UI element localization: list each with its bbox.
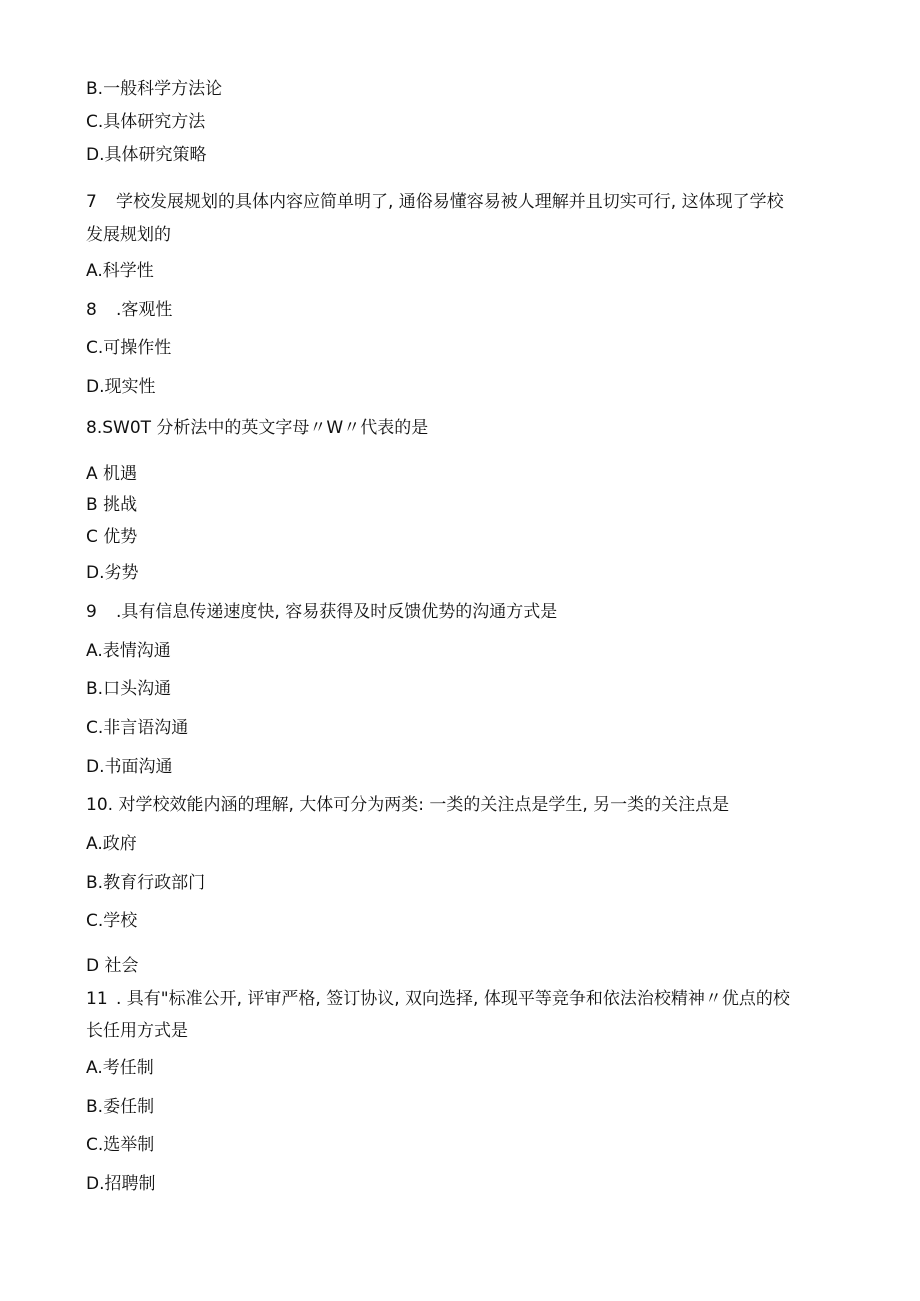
option-line: C.可操作性: [86, 338, 172, 358]
option-line: D 社会: [86, 956, 139, 976]
question-11: [86, 988, 790, 1010]
option-line: D.现实性: [86, 377, 156, 397]
option-line: C.选举制: [86, 1135, 155, 1155]
option-line: C.学校: [86, 911, 138, 931]
option-line: B.教育行政部门: [86, 873, 206, 893]
option-line: A.考任制: [86, 1058, 154, 1078]
question-7: [86, 191, 784, 213]
question-9: [86, 601, 557, 623]
option-line: D.招聘制: [86, 1174, 156, 1194]
option-line: B 挑战: [86, 495, 138, 515]
option-line: B.委任制: [86, 1097, 155, 1117]
question-text: .具有信息传递速度快, 容易获得及时反馈优势的沟通方式是: [116, 602, 558, 622]
option-line: B.一般科学方法论: [86, 79, 223, 99]
option-line: A.表情沟通: [86, 641, 171, 661]
option-line: D.劣势: [86, 563, 139, 583]
question-10: 10. 对学校效能内涵的理解, 大体可分为两类: 一类的关注点是学生, 另一类的关注点是: [86, 795, 730, 815]
option-text: .客观性: [116, 300, 173, 320]
question-number: 9: [86, 602, 97, 622]
option-line: B.口头沟通: [86, 679, 172, 699]
option-line: D.具体研究策略: [86, 145, 207, 165]
option-line: A 机遇: [86, 464, 138, 484]
question-text-continued: 长任用方式是: [86, 1021, 188, 1041]
option-line: C.非言语沟通: [86, 718, 189, 738]
option-line: A.政府: [86, 834, 137, 854]
question-number: 11: [86, 989, 108, 1009]
option-line: C.具体研究方法: [86, 112, 206, 132]
question-number: 8: [86, 300, 97, 320]
option-line: D.书面沟通: [86, 757, 173, 777]
question-number: 7: [86, 192, 97, 212]
option-line: C 优势: [86, 527, 138, 547]
question-text-continued: 发展规划的: [86, 225, 171, 245]
option-line: A.科学性: [86, 261, 154, 281]
question-text: 学校发展规划的具体内容应简单明了, 通俗易懂容易被人理解并且切实可行, 这体现了学校: [116, 192, 784, 212]
option-line: [86, 299, 172, 321]
question-text: . 具有"标准公开, 评审严格, 签订协议, 双向选择, 体现平等竞争和依法治校精神〃优点的校: [116, 989, 790, 1009]
question-8: 8.SW0T 分析法中的英文字母〃W〃代表的是: [86, 418, 429, 438]
